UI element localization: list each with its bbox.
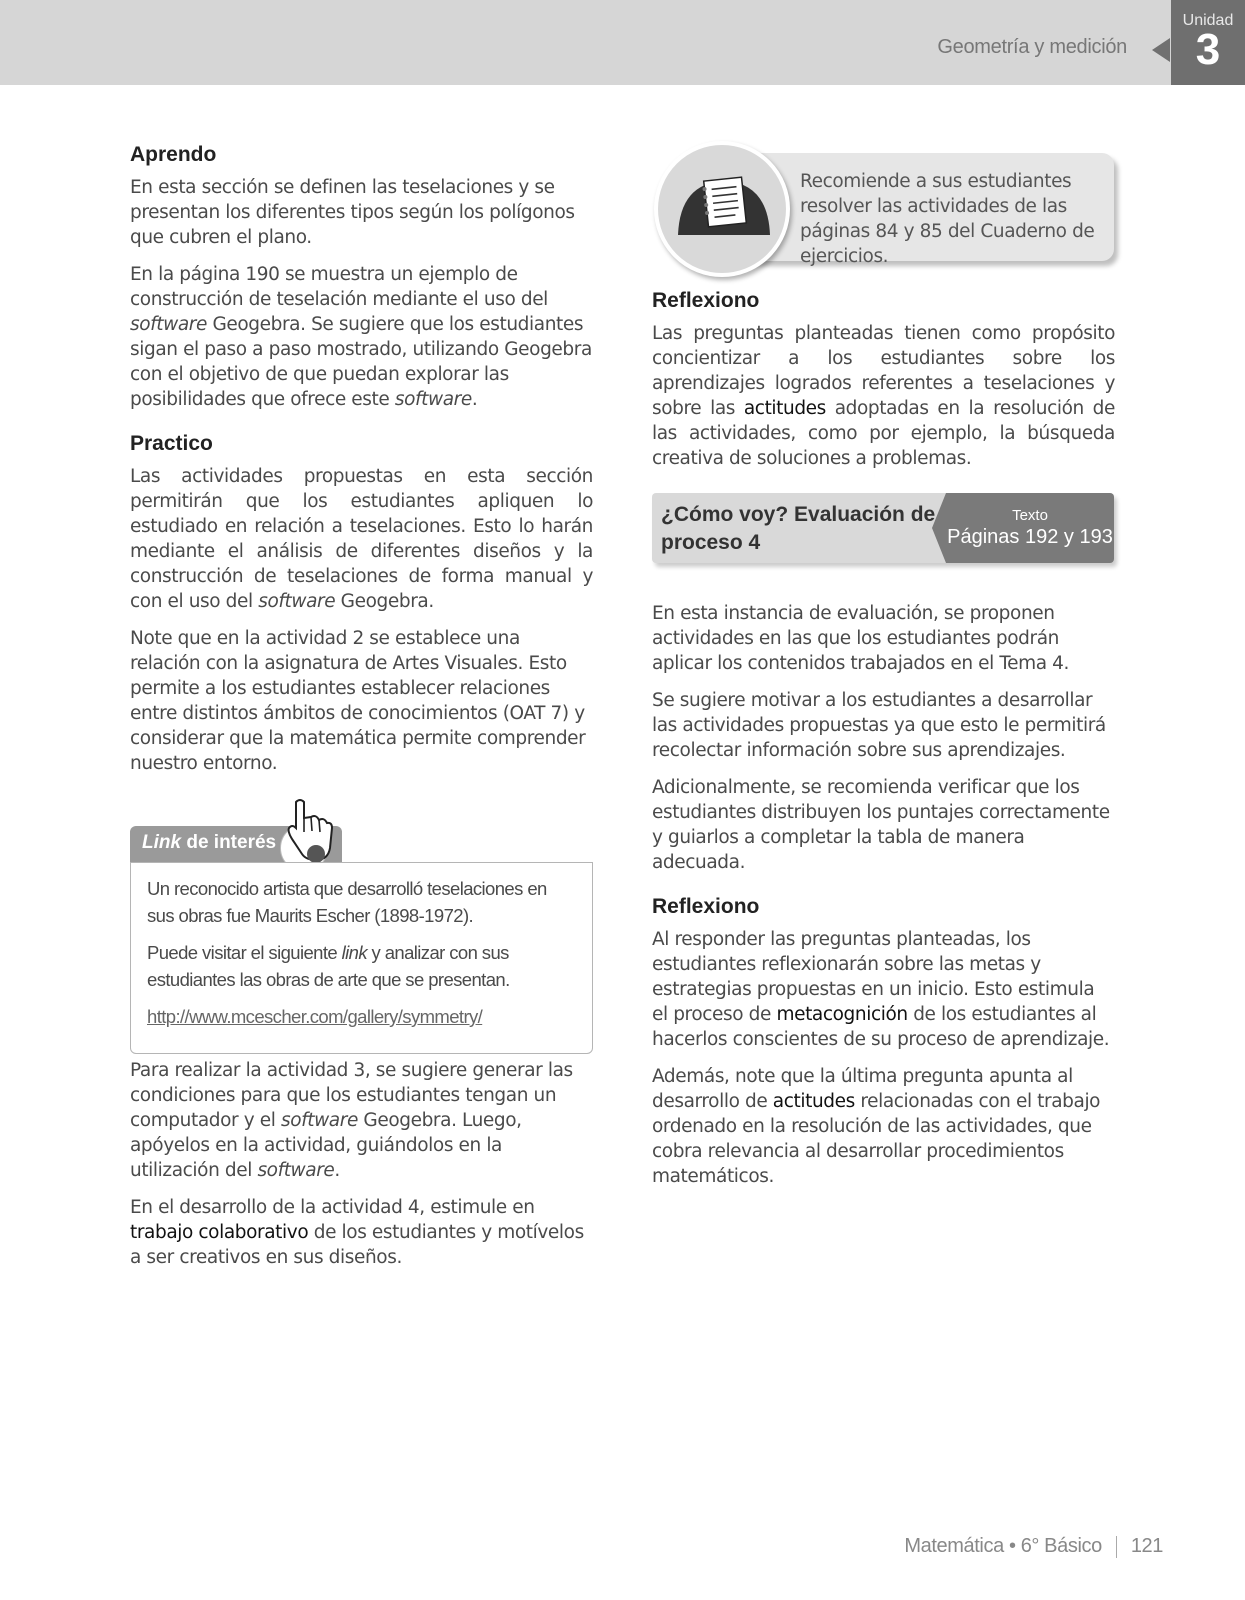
italic-run: software xyxy=(257,1160,335,1181)
text-run: En la página 190 se muestra un ejemplo de construcción de teselación mediante el uso del xyxy=(130,264,548,310)
text-run: de los estudiantes al hacerlos conscientes de su proceso de aprendizaje. xyxy=(652,1004,1110,1050)
text-run: Puede visitar el siguiente xyxy=(147,942,342,963)
evaluation-tag xyxy=(946,493,1114,563)
italic-run: Link xyxy=(142,832,182,853)
evaluation-bar xyxy=(652,493,1114,563)
evaluation-paragraph-1: En esta instancia de evaluación, se proponen actividades en las que los estudiantes podrán aplicar los contenidos trabajados en el Tema 4. xyxy=(652,603,1069,674)
link-tab-title xyxy=(142,832,276,854)
text-run: En el desarrollo de la actividad 4, estimule en xyxy=(130,1197,535,1218)
escher-link[interactable]: http://www.mcescher.com/gallery/symmetry/ xyxy=(147,1006,483,1027)
text-run: Las actividades propuestas en esta sección permitirán que los estudiantes apliquen lo estudiado en relación a teselaciones. Esto lo harán mediante el análisis de diferentes diseños y la construcción de teselaciones de forma manual y con el uso del xyxy=(130,466,593,612)
right-column xyxy=(652,143,1115,1201)
text-run: Geogebra. Se sugiere que los estudiantes sigan el paso a paso mostrado, utilizando Geogebra con el objetivo de que puedan explorar las posibilidades que ofrece este xyxy=(130,314,592,410)
section-title: Geometría y medición xyxy=(937,36,1127,58)
evaluation-title: ¿Cómo voy? Evaluación de proceso 4 xyxy=(661,503,936,554)
reflexiono-paragraph-1 xyxy=(652,321,1115,471)
text-run: . xyxy=(334,1160,340,1181)
italic-run: software xyxy=(394,389,472,410)
aprendo-paragraph-1: En esta sección se definen las teselaciones y se presentan los diferentes tipos según los polígonos que cubren el plano. xyxy=(130,177,575,248)
highlight-run: actitudes xyxy=(772,1091,855,1112)
tag-notch xyxy=(932,493,946,563)
italic-run: link xyxy=(341,942,367,963)
evaluation-banner xyxy=(652,493,1115,573)
link-paragraph-2 xyxy=(147,939,576,993)
link-box-content xyxy=(130,862,593,1054)
footer-separator xyxy=(1116,1536,1117,1558)
text-run: . xyxy=(471,389,478,410)
text-run: de los estudiantes y motívelos a ser creativos en sus diseños. xyxy=(130,1222,584,1268)
practico-heading: Practico xyxy=(130,432,213,455)
pointing-hand-icon xyxy=(286,798,336,864)
text-run: Geogebra. Luego, apóyelos en la actividad, guiándolos en la utilización del xyxy=(130,1110,522,1181)
italic-run: software xyxy=(280,1110,358,1131)
text-run: relacionadas con el trabajo ordenado en la resolución de las actividades, que cobra relevancia al desarrollar procedimientos matemáticos. xyxy=(652,1091,1101,1187)
italic-run: software xyxy=(258,591,336,612)
aprendo-heading: Aprendo xyxy=(130,143,217,166)
reflexiono-paragraph-3 xyxy=(652,1064,1115,1189)
highlight-run: actitudes xyxy=(743,398,826,419)
text-run: Además, note que la última pregunta apunta al desarrollo de xyxy=(652,1066,1073,1112)
text-run: Al responder las preguntas planteadas, los estudiantes reflexionarán sobre las metas y estrategias propuestas en un inicio. Esto estimula el proceso de xyxy=(652,929,1095,1025)
unit-badge xyxy=(1171,0,1245,85)
callout-text: Recomiende a sus estudiantes resolver las actividades de las páginas 84 y 85 del Cuaderno de ejercicios. xyxy=(800,171,1095,267)
aprendo-paragraph-2 xyxy=(130,262,593,412)
page-number: 121 xyxy=(1130,1535,1163,1557)
link-url-paragraph xyxy=(147,1003,576,1030)
text-run: de interés xyxy=(181,832,277,853)
practico-paragraph-2: Note que en la actividad 2 se establece una relación con la asignatura de Artes Visuales. Esto permite a los estudiantes establecer relaciones entre distintos ámbitos de conocimientos (OAT 7) y considerar que la matemática permite comprender nuestro entorno. xyxy=(130,628,586,774)
text-run: Las preguntas planteadas tienen como propósito concientizar a los estudiantes sobre los aprendizajes logrados referentes a teselaciones y sobre las xyxy=(652,323,1115,419)
actividad-3-paragraph xyxy=(130,1058,593,1183)
reflexiono-heading-1: Reflexiono xyxy=(652,289,760,312)
link-de-interes-box xyxy=(130,798,593,1058)
highlight-run: metacognición xyxy=(776,1004,908,1025)
book-title: Matemática • 6° Básico xyxy=(904,1535,1102,1557)
cuaderno-callout xyxy=(652,141,1115,289)
notebook-icon xyxy=(678,173,770,239)
tag-label: Texto xyxy=(1012,507,1048,524)
left-column xyxy=(130,143,593,1282)
header-arrow-icon xyxy=(1152,38,1170,62)
text-run: y analizar con sus estudiantes las obras de arte que se presentan. xyxy=(147,942,510,990)
text-run: adoptadas en la resolución de las actividades, como por ejemplo, la búsqueda creativa de soluciones a problemas. xyxy=(652,398,1115,469)
evaluation-paragraph-2: Se sugiere motivar a los estudiantes a desarrollar las actividades propuestas ya que esto le permitirá recolectar información sobre sus aprendizajes. xyxy=(652,690,1106,761)
highlight-run: trabajo colaborativo xyxy=(130,1222,309,1243)
unit-number: 3 xyxy=(1195,25,1221,74)
text-run: Para realizar la actividad 3, se sugiere generar las condiciones para que los estudiantes tengan un computador y el xyxy=(130,1060,573,1131)
page-footer xyxy=(904,1535,1163,1558)
unit-label: Unidad xyxy=(1182,12,1234,29)
tag-pages: Páginas 192 y 193 xyxy=(947,526,1113,548)
link-paragraph-1: Un reconocido artista que desarrolló teselaciones en sus obras fue Maurits Escher (1898-1972). xyxy=(147,878,547,926)
evaluation-paragraph-3: Adicionalmente, se recomienda verificar que los estudiantes distribuyen los puntajes correctamente y guiarlos a completar la tabla de manera adecuada. xyxy=(652,777,1110,873)
reflexiono-paragraph-2 xyxy=(652,927,1115,1052)
practico-paragraph-1 xyxy=(130,464,593,614)
italic-run: software xyxy=(130,314,207,335)
reflexiono-heading-2: Reflexiono xyxy=(652,895,760,918)
text-run: Geogebra. xyxy=(335,591,434,612)
callout-circle xyxy=(654,141,790,277)
actividad-4-paragraph xyxy=(130,1195,593,1270)
